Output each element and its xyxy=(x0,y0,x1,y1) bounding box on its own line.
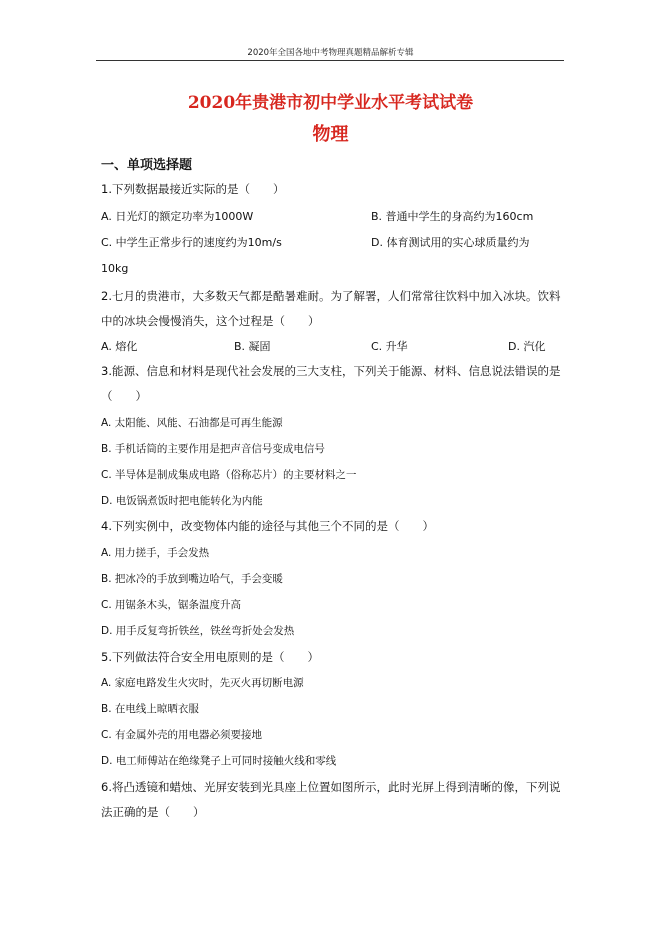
question-5-option-c: C. 有金属外壳的用电器必须要接地 xyxy=(101,729,263,741)
section-heading: 一、单项选择题 xyxy=(101,158,193,173)
question-4-option-b: B. 把冰冷的手放到嘴边哈气，手会变暖 xyxy=(101,573,283,585)
question-2-option-d: D. 汽化 xyxy=(508,340,546,353)
question-6-stem-line-2: 法正确的是（ ） xyxy=(101,805,205,819)
question-4-option-d: D. 用手反复弯折铁丝，铁丝弯折处会发热 xyxy=(101,625,295,637)
page-header: 2020年全国各地中考物理真题精品解析专辑 xyxy=(247,48,414,58)
question-4-option-a: A. 用力搓手，手会发热 xyxy=(101,547,210,559)
question-2-stem-line-1: 2.七月的贵港市，大多数天气都是酷暑难耐。为了解署，人们常常往饮料中加入冰块。饮料 xyxy=(101,289,561,303)
question-1-option-d-cont: 10kg xyxy=(101,262,129,275)
question-2-option-c: C. 升华 xyxy=(371,340,408,353)
question-2-option-b: B. 凝固 xyxy=(234,340,271,353)
question-3-option-b: B. 手机话筒的主要作用是把声音信号变成电信号 xyxy=(101,443,325,455)
question-4-stem: 4.下列实例中，改变物体内能的途径与其他三个不同的是（ ） xyxy=(101,519,434,533)
header-rule xyxy=(96,60,564,61)
question-3-stem-line-2: （ ） xyxy=(101,389,147,403)
question-5-option-a: A. 家庭电路发生火灾时，先灭火再切断电源 xyxy=(101,677,304,689)
question-5-option-b: B. 在电线上晾晒衣服 xyxy=(101,703,199,715)
question-2-option-a: A. 熔化 xyxy=(101,340,138,353)
question-1-option-b: B. 普通中学生的身高约为160cm xyxy=(371,210,534,223)
question-3-option-c: C. 半导体是制成集成电路（俗称芯片）的主要材料之一 xyxy=(101,469,357,481)
question-1-option-d: D. 体育测试用的实心球质量约为 xyxy=(371,236,530,249)
question-2-stem-line-2: 中的冰块会慢慢消失，这个过程是（ ） xyxy=(101,314,320,328)
question-1-option-a: A. 日光灯的额定功率为1000W xyxy=(101,210,254,223)
question-6-stem-line-1: 6.将凸透镜和蜡烛、光屏安装到光具座上位置如图所示，此时光屏上得到清晰的像，下列说 xyxy=(101,780,561,794)
question-5-stem: 5.下列做法符合安全用电原则的是（ ） xyxy=(101,650,319,664)
question-1-option-c: C. 中学生正常步行的速度约为10m/s xyxy=(101,236,282,249)
exam-subject: 物理 xyxy=(312,124,349,145)
question-1-stem: 1.下列数据最接近实际的是（ ） xyxy=(101,182,285,196)
question-5-option-d: D. 电工师傅站在绝缘凳子上可同时接触火线和零线 xyxy=(101,755,337,767)
question-3-option-a: A. 太阳能、风能、石油都是可再生能源 xyxy=(101,417,283,429)
exam-title: 2020年贵港市初中学业水平考试试卷 xyxy=(187,93,474,113)
question-3-stem-line-1: 3.能源、信息和材料是现代社会发展的三大支柱，下列关于能源、材料、信息说法错误的是 xyxy=(101,364,561,378)
question-3-option-d: D. 电饭锅煮饭时把电能转化为内能 xyxy=(101,495,263,507)
question-4-option-c: C. 用锯条木头，锯条温度升高 xyxy=(101,599,242,611)
